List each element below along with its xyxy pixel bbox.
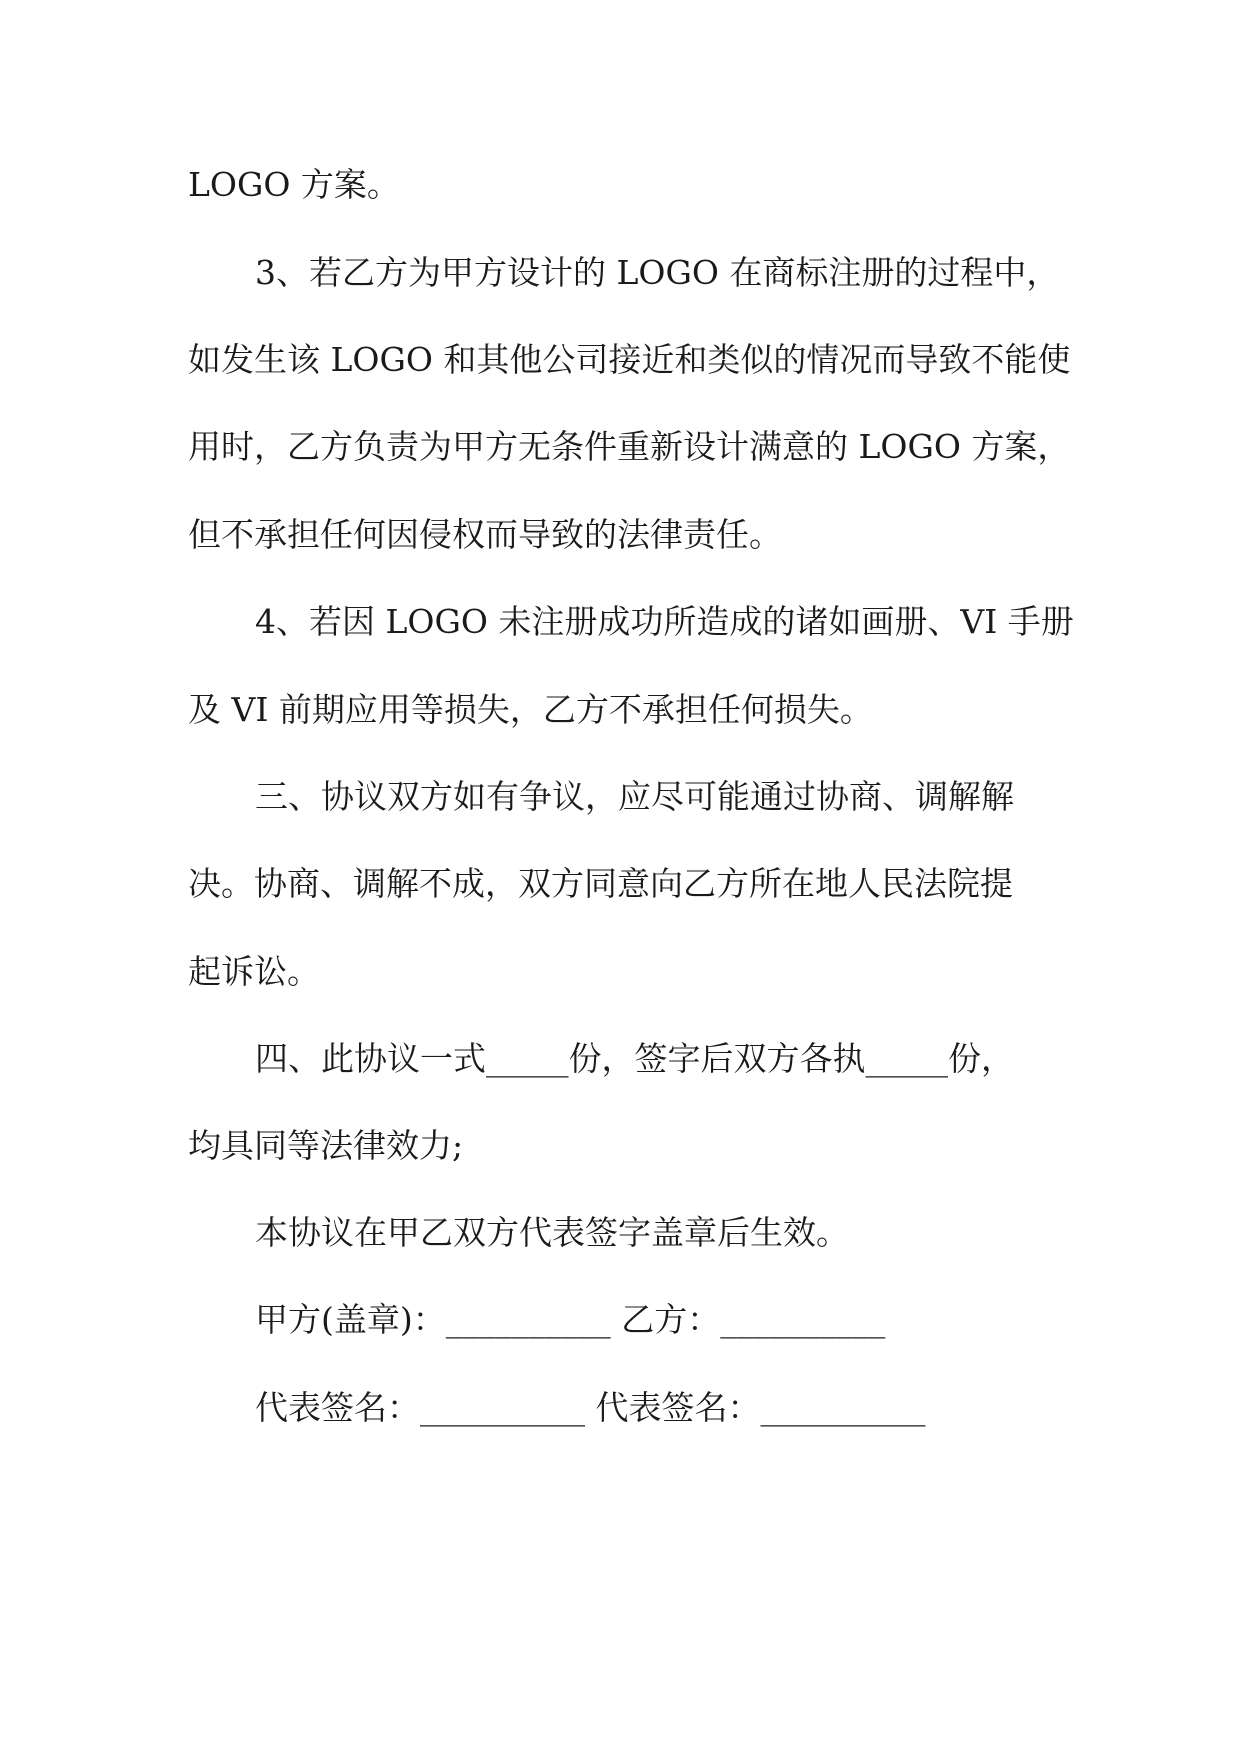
section-3-line-3: 起诉讼。 xyxy=(188,952,320,991)
clause-4-line-1: 4、若因 LOGO 未注册成功所造成的诸如画册、VI 手册 xyxy=(255,602,1074,641)
effective-clause: 本协议在甲乙双方代表签字盖章后生效。 xyxy=(255,1213,849,1252)
clause-3-line-2: 如发生该 LOGO 和其他公司接近和类似的情况而导致不能使 xyxy=(188,340,1071,379)
clause-3-line-1: 3、若乙方为甲方设计的 LOGO 在商标注册的过程中， xyxy=(255,253,1060,292)
clause-4-line-2: 及 VI 前期应用等损失，乙方不承担任何损失。 xyxy=(188,690,873,729)
paragraph-line: LOGO 方案。 xyxy=(188,165,400,204)
clause-3-line-4: 但不承担任何因侵权而导致的法律责任。 xyxy=(188,515,782,554)
section-3-line-1: 三、协议双方如有争议，应尽可能通过协商、调解解 xyxy=(255,777,1014,816)
representative-signature-line: 代表签名：__________ 代表签名：__________ xyxy=(255,1388,926,1427)
clause-3-line-3: 用时，乙方负责为甲方无条件重新设计满意的 LOGO 方案， xyxy=(188,427,1071,466)
party-seal-line: 甲方(盖章)：__________ 乙方：__________ xyxy=(255,1300,886,1339)
section-3-line-2: 决。协商、调解不成，双方同意向乙方所在地人民法院提 xyxy=(188,864,1013,903)
section-4-line-1: 四、此协议一式_____份，签字后双方各执_____份， xyxy=(255,1039,1014,1078)
section-4-line-2: 均具同等法律效力; xyxy=(188,1126,464,1165)
